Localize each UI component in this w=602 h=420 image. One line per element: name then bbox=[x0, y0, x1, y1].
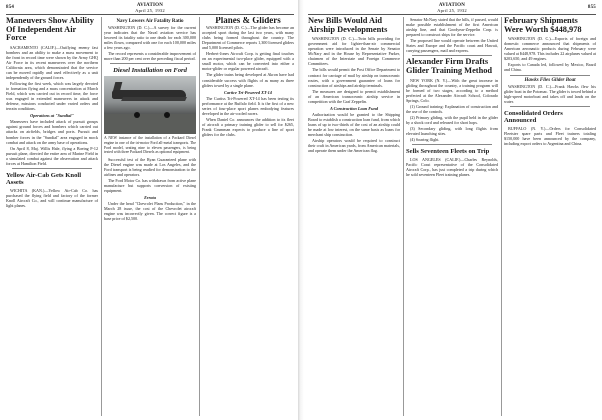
left-header-title: AVIATION bbox=[136, 3, 164, 8]
article-paragraph: The record represents a considerable improvement of more than 200 per cent over the preceding fiscal period. bbox=[104, 51, 196, 62]
article-subhead: A Construction Loan Fund bbox=[329, 105, 379, 111]
article-paragraph: The glider trains being developed at Akron have had considerable success with flights of as many as three gliders towed by a single plane. bbox=[202, 72, 294, 88]
divider bbox=[510, 75, 590, 76]
article-paragraph: WASHINGTON (D. C.)—A survey for the current year indicates that the Naval aviation service has lowered its fatality ratio to one death for each 300,000 miles flown, compared with one for each 100,000 miles a few years ago. bbox=[104, 25, 196, 51]
article-paragraph: (4) Soaring flight. bbox=[410, 137, 440, 143]
divider bbox=[12, 168, 92, 169]
article-paragraph: The bills would permit the Post Office Department to contract for carriage of mail by airship on transoceanic routes, with a government guarantee of loans for construction of airships and airship terminals. bbox=[308, 67, 400, 88]
left-page-number: 854 bbox=[6, 5, 15, 10]
column-rule bbox=[101, 17, 102, 416]
article-paragraph: NEW YORK (N. Y.)—With the great increase in gliding throughout the country, a training program will be formed of two stages, according to a method perfected at the Alexander Aircraft School, Colorado Springs, Colo. bbox=[406, 77, 498, 103]
divider bbox=[510, 106, 590, 107]
article-paragraph: (1) Ground training: Explanation of construction and the use of the controls. bbox=[406, 103, 498, 114]
article-headline: Yellow Air-Cab Gets Knoll Assets bbox=[6, 171, 82, 186]
article-paragraph: Senator McNary stated that the bills, if passed, would make possible establishment of the first American airship line, and that Goodyear-Zeppelin Corp. is prepared to construct ships for the service. bbox=[406, 17, 498, 38]
left-header-date: April 25, 1932 bbox=[135, 8, 165, 13]
article-paragraph: WASHINGTON (D. C.)—Exports of foreign and domestic commerce announced that shipments of American aeronautic products during February were valued at $448,978. This includes 22 airplanes valued at $203,650, and 49 engines. bbox=[504, 36, 596, 62]
article-paragraph: WICHITA (KAN.)—Yellow Air-Cab Co. has purchased the flying field and factory of the former Knoll Aircraft Co., and will continue manufacture of light planes. bbox=[6, 187, 98, 208]
article-subhead: Cartice Tri-Powered XT-14 bbox=[224, 89, 272, 95]
article-paragraph: WASHINGTON (D. C.)—The glider has become an accepted sport during the last two years, with many clubs being formed throughout the country. The Department of Commerce reports 1,300 licensed gliders and 5,000 licensed pilots. bbox=[202, 25, 294, 51]
left-column-1 bbox=[6, 17, 98, 418]
right-column-1 bbox=[308, 17, 400, 418]
article-headline: Consolidated Orders Announced bbox=[504, 109, 563, 124]
article-paragraph: SACRAMENTO (CALIF.)—Outflying enemy fast bombers and an ability to make a mass movement to the front in record time were shown by the Army GHQ Air Force in its recent maneuvers over the northern California area, which demonstrated that the service can be moved rapidly and used effectively as a unit independently of the ground forces. bbox=[6, 44, 98, 81]
article-paragraph: Maneuvers have included attack of pursuit groups against ground forces and bombers which carried out attacks on airfields, bridges and ports. Pursuit and bomber forces in the "Sundial" area engaged in mock combat and attack on the army base of operations. bbox=[6, 119, 98, 145]
article-paragraph: Successful test of the Ryan Guaranteed plane with the Diesel engine was made at Los Angeles, and the Ford transport is being readied for demonstration to the airlines and operators. bbox=[104, 156, 196, 177]
column-rule bbox=[403, 17, 404, 416]
divider bbox=[110, 63, 190, 64]
article-paragraph: Following the first week, which was largely devoted to formation flying and a mass concentration at March Field, which was carried out in record time, the force was engaged in extended maneuvers in attack and defense, missions conducted under varied orders and terrain conditions. bbox=[6, 81, 98, 112]
airplane-photo bbox=[104, 76, 196, 134]
article-headline: February Shipments Were Worth $448,978 bbox=[504, 17, 582, 34]
article-paragraph: WASHINGTON (D. C.)—Frank Hawks flew his glider boat in the Potomac. The glider is towed behind a high-speed motorboat and takes off and lands on the water. bbox=[504, 83, 596, 104]
article-paragraph: The measures are designed to permit establishment of an American transoceanic airship service in competition with the Graf Zeppelin. bbox=[308, 88, 400, 104]
photo-caption: A NEW instance of the installation of a Packard Diesel engine in one of the tri-motor Ford all-metal transports. The Ford model, seating nine to eleven passengers, is being tested with three Packard Diesels as optional equipment. bbox=[104, 136, 196, 155]
article-paragraph: Authorization would be granted to the Shipping Board to establish a construction loan fund, from which loans of up to two-thirds of the cost of an airship could be made at low interest, on the same basis as loans for merchant ship construction. bbox=[308, 111, 400, 137]
article-headline: Navy Lowers Air Fatality Ratio bbox=[116, 19, 184, 24]
article-subhead: Hawks Flies Glider Boat bbox=[524, 77, 576, 83]
errata-paragraph: Under the head "Chevrolet Plans Production," in the March 28 issue, the cost of the Chevrolet aircraft engine was incorrectly given. The correct figure is a base price of $2,500. bbox=[104, 201, 196, 222]
column-rule bbox=[199, 17, 200, 416]
article-paragraph: Airship operators would be required to construct their craft in American yards, from American materials, and operate them under the American flag. bbox=[308, 138, 400, 154]
section-heading: Planes & Gliders bbox=[215, 17, 281, 25]
right-page bbox=[304, 0, 600, 420]
right-header-rule bbox=[308, 14, 596, 15]
article-paragraph: WASHINGTON (D. C.)—Twin bills providing for government aid for lighter-than-air commercial operation were introduced in the Senate by Senator McNary and in the House by Representative Parker, chairmen of the Interstate and Foreign Commerce Committees. bbox=[308, 36, 400, 67]
article-paragraph: The proposed line would operate between the United States and Europe and the Pacific coast and Hawaii, carrying passengers, mail and express. bbox=[406, 38, 498, 54]
article-paragraph: Exports to Canada led, followed by Mexico, Brazil and China. bbox=[504, 62, 596, 73]
right-page-number: 855 bbox=[587, 5, 596, 10]
article-headline: Maneuvers Show Ability Of Independent Air Force bbox=[6, 17, 94, 43]
article-paragraph: On April 8, Maj. Willis Hale, flying a Boeing P-12 pursuit plane, directed the entire arm of Marine Field in a simulated combat against the observation and attack forces at Hamilton Field. bbox=[6, 145, 98, 166]
article-paragraph: The Curtiss Tri-Powered XT-14 has been testing its performance at the Buffalo field. It is the first of a new series of four-place sport planes embodying features developed in the air-cooled racers. bbox=[202, 95, 294, 116]
divider bbox=[412, 144, 492, 145]
left-header-rule bbox=[6, 14, 294, 15]
article-headline: Alexander Firm Drafts Glider Training Method bbox=[406, 57, 493, 75]
column-rule bbox=[501, 17, 502, 416]
errata-heading: Errata bbox=[144, 195, 156, 201]
article-paragraph: The Ford Motor Co. has withdrawn from active plane manufacture but supports conversion of existing equipment. bbox=[104, 177, 196, 193]
photo-title: Diesel Installation on Ford bbox=[113, 67, 187, 75]
right-column-2 bbox=[406, 17, 498, 418]
left-page bbox=[2, 0, 298, 420]
article-paragraph: Herbert-Jones Aircraft Corp. is getting final touches on an experimental two-place glider, equipped with a small motor, which can be converted into either a motor-glider or regular powered aircraft. bbox=[202, 51, 294, 72]
article-paragraph: (2) Primary gliding, with the pupil held in the glider by a shock cord and released for short hops. bbox=[406, 114, 498, 125]
article-headline: New Bills Would Aid Airship Developments bbox=[308, 17, 388, 34]
article-paragraph: LOS ANGELES (CALIF.)—Charles Reynolds, Pacific Coast representative of the Consolidated Aircraft Corp., has just completed a trip during which he sold seventeen Fleet training planes. bbox=[406, 157, 498, 178]
article-subhead: Operations at "Sundial" bbox=[30, 113, 74, 119]
right-header-date: April 25, 1932 bbox=[437, 8, 467, 13]
left-column-3 bbox=[202, 17, 294, 418]
article-headline: Sells Seventeen Fleets on Trip bbox=[406, 148, 490, 156]
divider bbox=[412, 55, 492, 56]
article-paragraph: BUFFALO (N. Y.)—Orders for Consolidated Fleetster spare parts and Fleet trainers totaling $150,000 have been announced by the company, including export orders to Argentina and China. bbox=[504, 125, 596, 146]
left-column-2 bbox=[104, 17, 196, 418]
right-column-3 bbox=[504, 17, 596, 418]
right-header-title: AVIATION bbox=[438, 3, 466, 8]
article-paragraph: (3) Secondary gliding, with long flights from elevated launching sites. bbox=[406, 125, 498, 136]
article-paragraph: When Daniel Co. announces the addition to its fleet of aircraft a primary training glider to sell for $265, Frank Grumman expects to produce a line of sport gliders for the clubs. bbox=[202, 116, 294, 137]
